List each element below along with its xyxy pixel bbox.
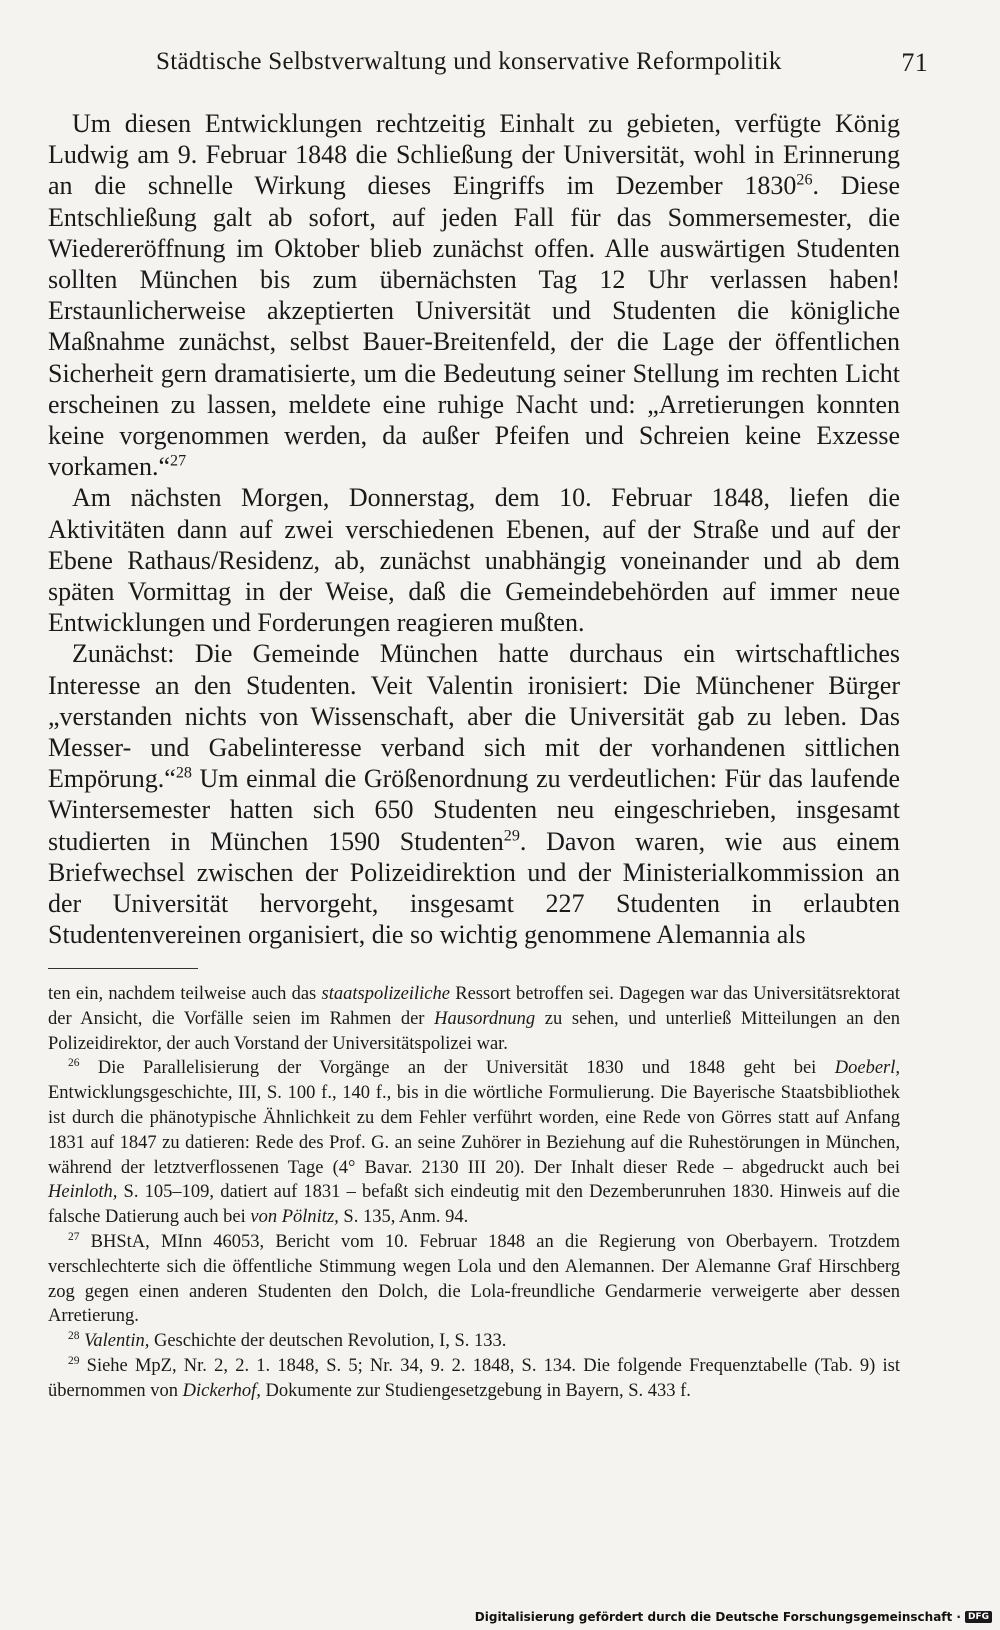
footnote-28: [48, 1329, 900, 1354]
footnote-26: [48, 1056, 900, 1230]
running-header: [156, 48, 928, 77]
paragraph-1: [48, 108, 900, 482]
dfg-logo-icon: DFG: [965, 1611, 992, 1623]
p3-text-b: Um einmal die Größenordnung zu verdeutlichen: Für das laufende Wintersemester hatten sich 650 Studenten neu eingeschrieben, insgesamt studierten in München 1590 Studenten: [48, 764, 900, 856]
paragraph-2: Am nächsten Morgen, Donnerstag, dem 10. Februar 1848, liefen die Aktivitäten dann auf zwei verschiedenen Ebenen, auf der Straße und auf der Ebene Rathaus/Residenz, ab, zunächst unabhängig voneinander und ab dem späten Vormittag in der Weise, daß die Gemeindebehörden auf immer neue Entwicklungen und Forderungen reagieren mußten.: [48, 483, 900, 638]
fn26-a: Die Parallelisierung der Vorgänge an der Universität 1830 und 1848 geht bei: [79, 1058, 835, 1079]
fn-cont-a: ten ein, nachdem teilweise auch das: [48, 984, 322, 1004]
main-text: [48, 108, 900, 950]
fn-cont-c: zu sehen, und unterließ Mitteilungen an den Polizeidirektor, der auch Vorstand der Universitätspolizei war.: [48, 1008, 900, 1054]
footnote-29: [48, 1354, 900, 1404]
fn29-a: Siehe MpZ, Nr. 2, 2. 1. 1848, S. 5; Nr. 34, 9. 2. 1848, S. 134. Die folgende Frequenztabelle (Tab. 9) ist übernommen von: [48, 1355, 900, 1401]
fn26-author-2: Heinloth,: [48, 1182, 118, 1203]
footnote-number: 26: [68, 1057, 80, 1070]
fn27-text: BHStA, MInn 46053, Bericht vom 10. Februar 1848 an die Regierung von Oberbayern. Trotzdem verschlechterte sich die öffentliche Stimmung wegen Lola und den Alemannen. Der Alemanne Graf Hirschberg zog gegen einen anderen Studenten den Dolch, die Lola-freundliche Gendarmerie verweigerte aber dessen Arretierung.: [48, 1231, 900, 1327]
fn26-b: Entwicklungsgeschichte, III, S. 100 f., 140 f., bis in die wörtliche Formulierung. Die Bayerische Staatsbibliothek ist durch die phänotypische Ähnlichkeit zu dem Fehler verführt worden, eine Rede von Görres statt auf Anfang 1831 auf 1847 zu datieren: Rede des Prof. G. an seine Zuhörer in Beziehung auf die Ruhestörungen in München, während der letztverflossenen Tage (4° Bavar. 2130 III 20). Der Inhalt dieser Rede – abgedruckt auch bei: [48, 1083, 900, 1178]
footer-text: Digitalisierung gefördert durch die Deutsche Forschungsgemeinschaft ·: [474, 1610, 961, 1624]
fn26-author-1: Doeberl,: [834, 1058, 900, 1079]
running-title: Städtische Selbstverwaltung und konservative Reformpolitik: [156, 48, 782, 75]
fn26-author-3: von Pölnitz,: [250, 1207, 339, 1228]
fn29-author: Dickerhof,: [182, 1380, 261, 1401]
fn26-d: S. 135, Anm. 94.: [338, 1207, 469, 1228]
fn-cont-italic-2: Hausordnung: [434, 1008, 536, 1029]
footnote-number: 28: [68, 1330, 80, 1342]
footnote-27: [48, 1230, 900, 1329]
footnote-ref-28: 28: [175, 764, 192, 782]
fn28-author: Valentin,: [84, 1331, 150, 1352]
footnote-ref-27: 27: [170, 452, 187, 470]
paragraph-3: [48, 638, 900, 950]
fn-cont-b: Ressort betroffen sei. Dagegen war das Universitätsrektorat der Ansicht, die Vorfälle seien im Rahmen der: [48, 984, 901, 1029]
footnote-number: 27: [68, 1230, 80, 1243]
footnote-ref-29: 29: [503, 827, 520, 845]
footnote-continuation: [48, 982, 900, 1056]
fn26-c: S. 105–109, datiert auf 1831 – befaßt sich eindeutig mit den Dezemberunruhen 1830. Hinweis auf die falsche Datierung auch bei: [48, 1182, 900, 1228]
footnote-number: 29: [68, 1354, 80, 1367]
footnote-ref-26: 26: [796, 171, 813, 189]
p1-text-a: Um diesen Entwicklungen rechtzeitig Einhalt zu gebieten, verfügte König Ludwig am 9. Februar 1848 die Schließung der Universität, wohl in Erinnerung an die schnelle Wirkung dieses Eingriffs im Dezember 1830: [48, 109, 900, 201]
footnotes: [48, 982, 900, 1404]
p1-text-b: . Diese Entschließung galt ab sofort, auf jeden Fall für das Sommersemester, die Wiedereröffnung im Oktober blieb zunächst offen. Alle auswärtigen Studenten sollten München bis zum übernächsten Tag 12 Uhr verlassen haben! Erstaunlicherweise akzeptierten Universität und Studenten die königliche Maßnahme zunächst, selbst Bauer-Breitenfeld, der die Lage der öffentlichen Sicherheit gern dramatisierte, um die Bedeutung seiner Stellung im rechten Licht erscheinen zu lassen, meldete eine ruhige Nacht und: „Arretierungen konnten keine vorgenommen werden, da außer Pfeifen und Schreien keine Exzesse vorkamen.“: [48, 171, 900, 482]
page-number: 71: [901, 48, 928, 77]
footnote-rule: [48, 968, 198, 969]
p3-text-c: . Davon waren, wie aus einem Briefwechsel zwischen der Polizeidirektion und der Ministerialkommission an der Universität hervorgeht, insgesamt 227 Studenten in erlaubten Studentenvereinen organisiert, die so wichtig genommene Alemannia als: [48, 826, 900, 950]
fn28-text: Geschichte der deutschen Revolution, I, S. 133.: [149, 1331, 507, 1352]
digitization-footer: [475, 1610, 992, 1624]
fn-cont-italic-1: staatspolizeiliche: [321, 984, 450, 1004]
p3-text-a: Zunächst: Die Gemeinde München hatte durchaus ein wirtschaftliches Interesse an den Studenten. Veit Valentin ironisiert: Die Münchener Bürger „verstanden nichts von Wissenschaft, aber die Universität gab zu leben. Das Messer- und Gabelinteresse verband sich mit der vorhandenen sittlichen Empörung.“: [48, 639, 900, 794]
fn29-b: Dokumente zur Studiengesetzgebung in Bayern, S. 433 f.: [260, 1380, 691, 1401]
